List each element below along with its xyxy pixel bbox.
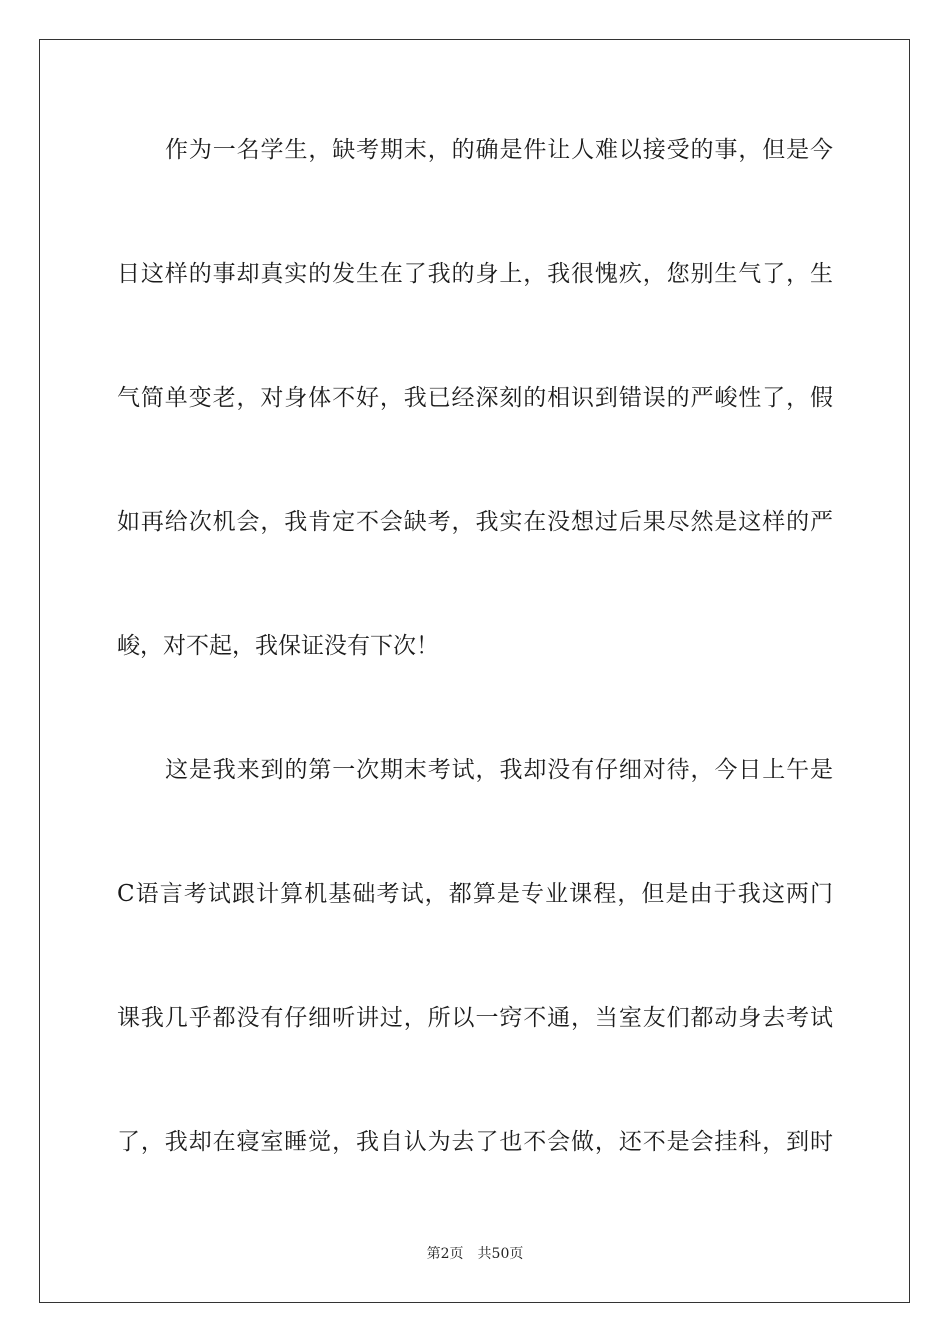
paragraph-1-line-1: 作为一名学生，缺考期末，的确是件让人难以接受的事，但是今 [165, 137, 833, 163]
paragraph-1-line-3: 气简单变老，对身体不好，我已经深刻的相识到错误的严峻性了，假 [117, 385, 833, 411]
page-border [39, 39, 910, 1303]
page-footer [0, 1244, 950, 1264]
page-total: 共50页 [477, 1246, 524, 1262]
page-number: 第2页 [426, 1246, 464, 1262]
paragraph-2-line-4: 了，我却在寝室睡觉，我自认为去了也不会做，还不是会挂科，到时 [117, 1129, 833, 1155]
paragraph-2-line-1: 这是我来到的第一次期末考试，我却没有仔细对待，今日上午是 [165, 757, 833, 783]
paragraph-2-line-3: 课我几乎都没有仔细听讲过，所以一窍不通，当室友们都动身去考试 [117, 1005, 833, 1031]
paragraph-1-line-5: 峻，对不起，我保证没有下次！ [117, 633, 439, 659]
paragraph-1-line-2: 日这样的事却真实的发生在了我的身上，我很愧疚，您别生气了，生 [117, 261, 833, 287]
paragraph-1-line-4: 如再给次机会，我肯定不会缺考，我实在没想过后果尽然是这样的严 [117, 509, 833, 535]
paragraph-2-line-2: C语言考试跟计算机基础考试，都算是专业课程，但是由于我这两门 [117, 881, 833, 907]
